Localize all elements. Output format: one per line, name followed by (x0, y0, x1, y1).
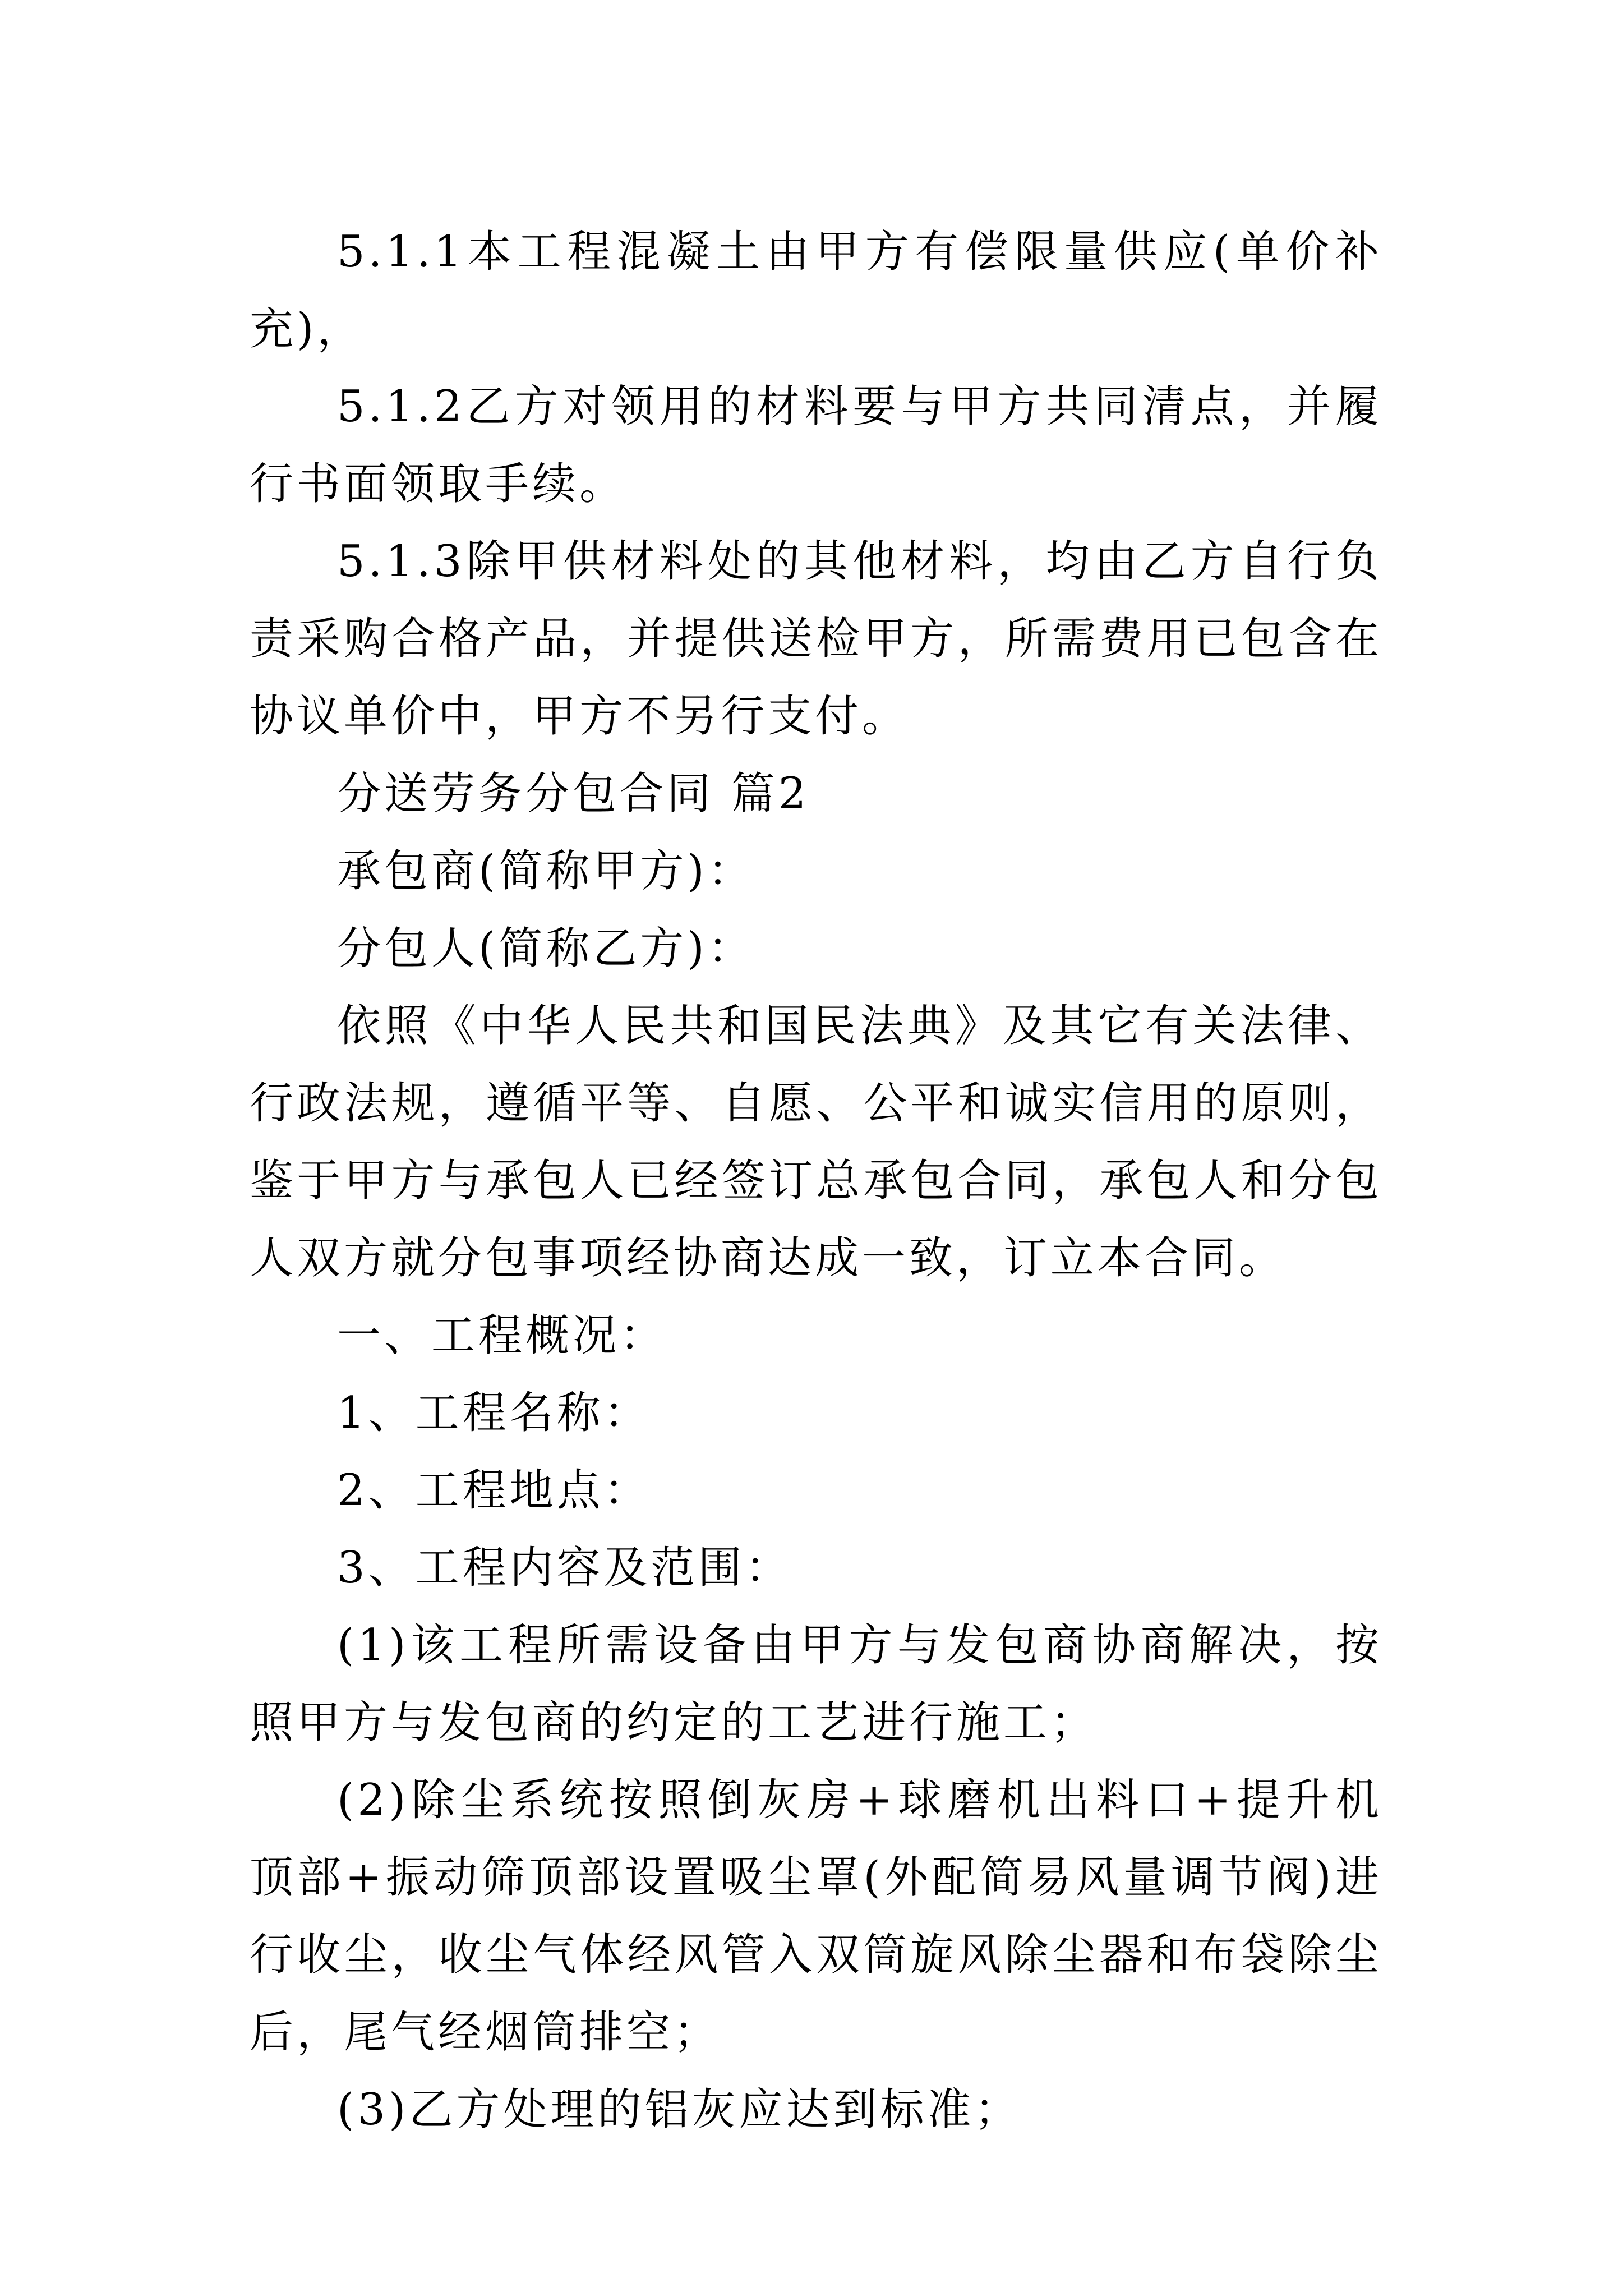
document-body (250, 213, 1382, 2148)
scope-item-2: (2)除尘系统按照倒灰房+球磨机出料口+提升机顶部+振动筛顶部设置吸尘罩(外配简易风量调节阀)进行收尘，收尘气体经风管入双筒旋风除尘器和布袋除尘后，尾气经烟筒排空； (250, 1775, 1382, 2058)
project-location-line: 2、工程地点： (337, 1465, 651, 1516)
project-overview-heading: 一、工程概况： (337, 1310, 667, 1361)
scope-item-3: (3)乙方处理的铝灰应达到标准； (337, 2085, 1022, 2135)
clause-5-1-2: 5.1.2乙方对领用的材料要与甲方共同清点，并履行书面领取手续。 (250, 381, 1382, 509)
project-name-line: 1、工程名称： (337, 1388, 651, 1438)
preamble-paragraph: 依照《中华人民共和国民法典》及其它有关法律、行政法规，遵循平等、自愿、公平和诚实信用的原则，鉴于甲方与承包人已经签订总承包合同，承包人和分包人双方就分包事项经协商达成一致，订立本合同。 (250, 1001, 1382, 1283)
section-heading: 分送劳务分包合同 篇2 (337, 769, 810, 819)
project-scope-line: 3、工程内容及范围： (337, 1543, 792, 1593)
clause-5-1-1: 5.1.1本工程混凝土由甲方有偿限量供应(单价补充)， (250, 227, 1382, 355)
party-a-line: 承包商(简称甲方)： (337, 846, 755, 896)
party-b-line: 分包人(简称乙方)： (337, 923, 755, 974)
scope-item-1: (1)该工程所需设备由甲方与发包商协商解决，按照甲方与发包商的约定的工艺进行施工； (250, 1620, 1382, 1748)
clause-5-1-3: 5.1.3除甲供材料处的其他材料，均由乙方自行负责采购合格产品，并提供送检甲方，所需费用已包含在协议单价中，甲方不另行支付。 (250, 536, 1382, 742)
